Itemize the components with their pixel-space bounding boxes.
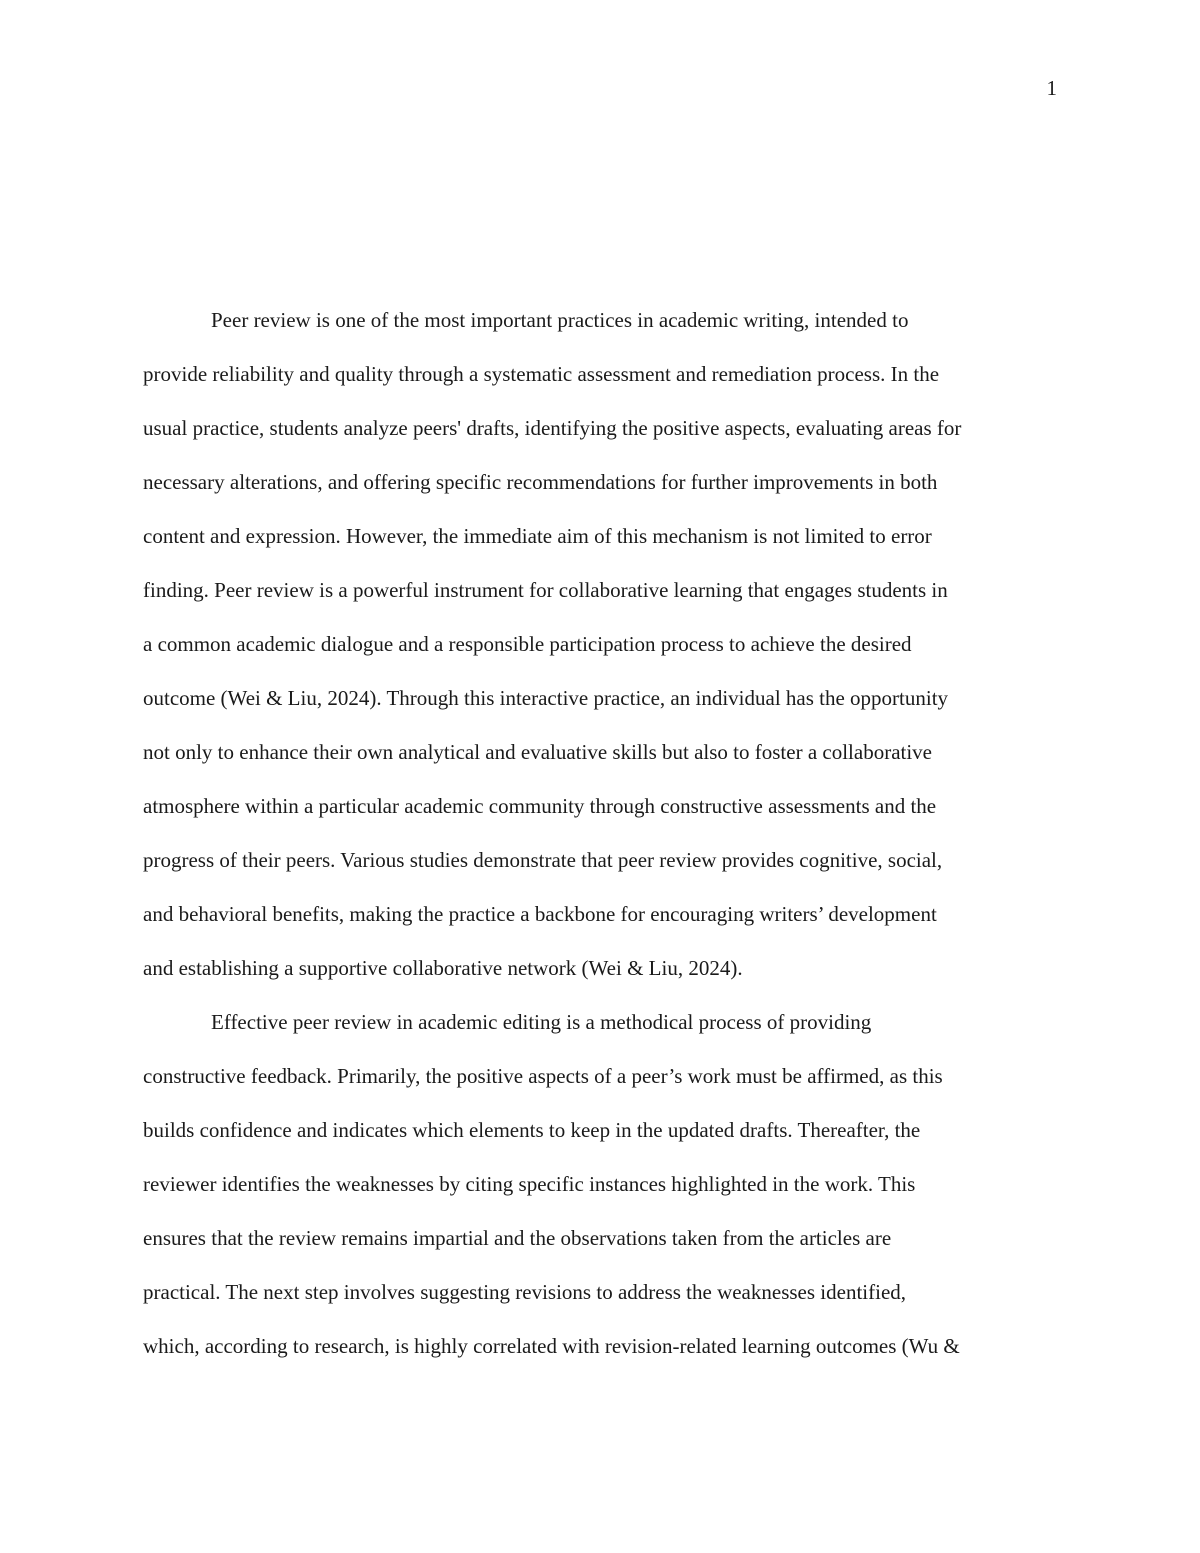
- text-line: ensures that the review remains impartial and the observations taken from the articles are: [143, 1226, 892, 1250]
- text-line: finding. Peer review is a powerful instrument for collaborative learning that engages students in: [143, 578, 948, 602]
- text-line: usual practice, students analyze peers' drafts, identifying the positive aspects, evaluating areas for: [143, 416, 962, 440]
- text-line: necessary alterations, and offering specific recommendations for further improvements in both: [143, 470, 938, 494]
- paragraph-first-line: Effective peer review in academic editing is a methodical process of providing: [211, 1010, 872, 1034]
- text-line: practical. The next step involves suggesting revisions to address the weaknesses identified,: [143, 1280, 907, 1304]
- text-line: reviewer identifies the weaknesses by citing specific instances highlighted in the work. This: [143, 1172, 916, 1196]
- body-text: [143, 293, 1063, 1373]
- text-line: outcome (Wei & Liu, 2024). Through this interactive practice, an individual has the opportunity: [143, 686, 949, 710]
- text-line: and establishing a supportive collaborative network (Wei & Liu, 2024).: [143, 956, 743, 980]
- text-line: atmosphere within a particular academic community through constructive assessments and the: [143, 794, 937, 818]
- text-line: content and expression. However, the immediate aim of this mechanism is not limited to error: [143, 524, 932, 548]
- text-line: which, according to research, is highly correlated with revision-related learning outcomes (Wu &: [143, 1334, 960, 1358]
- paragraph-first-line: Peer review is one of the most important practices in academic writing, intended to: [211, 308, 909, 332]
- text-line: provide reliability and quality through a systematic assessment and remediation process. In the: [143, 362, 940, 386]
- page-number: 1: [1046, 76, 1057, 100]
- text-line: builds confidence and indicates which elements to keep in the updated drafts. Thereafter, the: [143, 1118, 921, 1142]
- text-line: a common academic dialogue and a responsible participation process to achieve the desired: [143, 632, 912, 656]
- text-line: and behavioral benefits, making the practice a backbone for encouraging writers’ development: [143, 902, 937, 926]
- text-line: progress of their peers. Various studies demonstrate that peer review provides cognitive, social,: [143, 848, 943, 872]
- text-line: not only to enhance their own analytical and evaluative skills but also to foster a collaborative: [143, 740, 933, 764]
- text-line: constructive feedback. Primarily, the positive aspects of a peer’s work must be affirmed, as this: [143, 1064, 943, 1088]
